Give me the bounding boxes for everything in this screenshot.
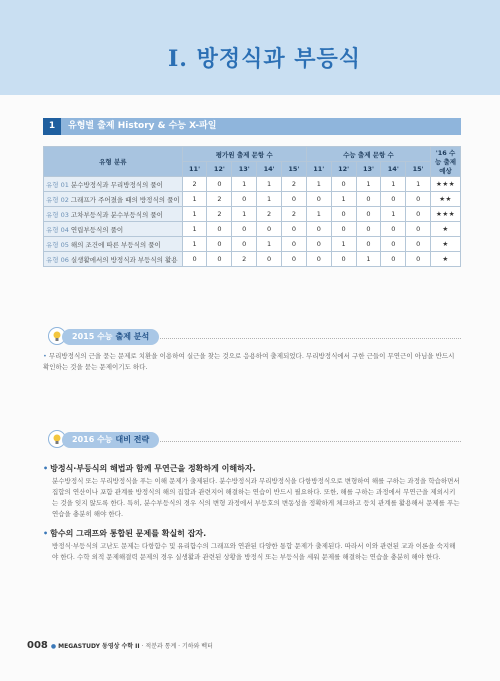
- pyeonggawon-count: 2: [207, 207, 232, 222]
- suneung-count: 0: [306, 237, 331, 252]
- history-table: [43, 146, 461, 267]
- year-header: 11': [182, 162, 207, 177]
- type-code: 유형 03: [46, 210, 69, 219]
- table-row: [44, 177, 461, 192]
- suneung-count: 0: [381, 222, 406, 237]
- year-header: 15': [406, 162, 431, 177]
- strategy-heading-2: [43, 528, 206, 539]
- pyeonggawon-count: 0: [232, 222, 257, 237]
- year-header: 14': [257, 162, 282, 177]
- suneung-count: 0: [356, 192, 381, 207]
- pyeonggawon-count: 2: [182, 177, 207, 192]
- footer-bullet-icon: ●: [50, 643, 57, 650]
- footer: [27, 640, 213, 651]
- footer-subtitle: · 적분과 통계 · 기하와 벡터: [141, 643, 213, 650]
- strategy-divider: [160, 441, 461, 442]
- footer-brand: MEGASTUDY 동영상 수학 II: [58, 643, 140, 650]
- year-header: 14': [381, 162, 406, 177]
- suneung-count: 1: [381, 177, 406, 192]
- row-label: [44, 192, 183, 207]
- col-header-prediction: '16 수능 출제예상: [431, 147, 461, 177]
- strategy-label: 대비 전략: [115, 435, 150, 444]
- pyeonggawon-count: 1: [232, 207, 257, 222]
- table-row: [44, 222, 461, 237]
- suneung-count: 1: [406, 177, 431, 192]
- pyeonggawon-count: 2: [232, 252, 257, 267]
- suneung-count: 0: [406, 192, 431, 207]
- table-row: [44, 237, 461, 252]
- pyeonggawon-count: 0: [232, 192, 257, 207]
- strategy-year: 2016 수능: [72, 435, 113, 444]
- suneung-count: 0: [406, 237, 431, 252]
- analysis-pill: [62, 329, 159, 345]
- suneung-count: 0: [331, 177, 356, 192]
- pyeonggawon-count: 0: [207, 252, 232, 267]
- pyeonggawon-count: 0: [282, 237, 307, 252]
- suneung-count: 0: [306, 222, 331, 237]
- strategy-heading-2-text: 함수의 그래프와 통합된 문제를 확실히 잡자.: [50, 529, 207, 538]
- type-name: 해의 조건에 따른 부등식의 풀이: [70, 240, 161, 249]
- type-code: 유형 02: [46, 195, 69, 204]
- suneung-count: 0: [306, 252, 331, 267]
- table-row: [44, 207, 461, 222]
- col-header-type: 유형 분류: [44, 147, 183, 177]
- prediction-stars: ★★: [431, 192, 461, 207]
- suneung-count: 1: [356, 177, 381, 192]
- suneung-count: 0: [381, 252, 406, 267]
- pyeonggawon-count: 0: [207, 222, 232, 237]
- bullet-icon: •: [43, 529, 49, 538]
- pyeonggawon-count: 0: [232, 237, 257, 252]
- analysis-divider: [160, 338, 461, 339]
- pyeonggawon-count: 1: [257, 177, 282, 192]
- year-header: 12': [331, 162, 356, 177]
- suneung-count: 1: [356, 252, 381, 267]
- strategy-text-1: 분수방정식 또는 무리방정식을 푸는 이해 문제가 출제된다. 분수방정식과 무리방정식을 다항방정식으로 변형하여 해를 구하는 과정을 학습하면서 집합의 연산이나 포함 관계를 방정식의 해의 집합과 관련지어 해결하는 연습이 반드시 필요하다. 또한, 해를 구하는 과정에서 무연근을 제외시키는 것을 잊지 않도록 한다. 특히, 분수부등식의 경우 식의 변형 과정에서 부등호의 변동성을 정확하게 체크하고 등치 관계를 활용해서 문제를 푸는 연습을 충분히 해야 한다.: [52, 477, 460, 518]
- suneung-count: 0: [306, 192, 331, 207]
- type-code: 유형 04: [46, 225, 69, 234]
- pyeonggawon-count: 0: [182, 252, 207, 267]
- pyeonggawon-count: 2: [207, 192, 232, 207]
- type-name: 연립부등식의 풀이: [70, 225, 124, 234]
- analysis-body: 무리방정식의 근을 묻는 문제로 치환을 이용하여 실근을 찾는 것으로 응용하여 출제되었다. 무리방정식에서 구한 근들이 무연근이 아님을 반드시 확인하는 것을 묻는 문제이기도 하다.: [43, 352, 455, 371]
- year-header: 13': [232, 162, 257, 177]
- prediction-stars: ★: [431, 222, 461, 237]
- prediction-stars: ★★★: [431, 177, 461, 192]
- strategy-text-2: 방정식·부등식의 고난도 문제는 다항함수 및 유리함수의 그래프와 연관된 다양한 통합 문제가 출제된다. 따라서 이와 관련된 교과 이론을 숙지해야 한다. 수학 외적 문제해결력 문제의 경우 실생활과 관련된 상황을 방정식 또는 부등식을 세워 문제를 해결하는 연습을 충분히 해야 한다.: [52, 542, 456, 561]
- row-label: [44, 177, 183, 192]
- pyeonggawon-count: 0: [282, 252, 307, 267]
- pyeonggawon-count: 0: [207, 177, 232, 192]
- prediction-stars: ★: [431, 237, 461, 252]
- suneung-count: 1: [331, 237, 356, 252]
- strategy-heading-1: [43, 463, 256, 474]
- col-group-pyeonggawon: 평가원 출제 문항 수: [182, 147, 306, 162]
- suneung-count: 0: [381, 237, 406, 252]
- type-code: 유형 06: [46, 255, 69, 264]
- pyeonggawon-count: 2: [282, 177, 307, 192]
- type-name: 그래프가 주어졌을 때의 방정식의 풀이: [70, 195, 180, 204]
- pyeonggawon-count: 1: [182, 207, 207, 222]
- type-name: 실생활에서의 방정식과 부등식의 활용: [70, 255, 178, 264]
- year-header: 12': [207, 162, 232, 177]
- year-header: 11': [306, 162, 331, 177]
- suneung-count: 0: [356, 237, 381, 252]
- row-label: [44, 237, 183, 252]
- suneung-count: 0: [331, 207, 356, 222]
- suneung-count: 1: [331, 192, 356, 207]
- pyeonggawon-count: 0: [207, 237, 232, 252]
- pyeonggawon-count: 1: [182, 192, 207, 207]
- pyeonggawon-count: 2: [282, 207, 307, 222]
- suneung-count: 0: [331, 222, 356, 237]
- page-number: 008: [27, 640, 48, 651]
- pyeonggawon-count: 1: [257, 192, 282, 207]
- suneung-count: 0: [331, 252, 356, 267]
- suneung-count: 0: [356, 222, 381, 237]
- suneung-count: 0: [356, 207, 381, 222]
- type-code: 유형 05: [46, 240, 69, 249]
- type-code: 유형 01: [46, 180, 69, 189]
- bullet-icon: •: [43, 464, 49, 473]
- col-group-suneung: 수능 출제 문항 수: [306, 147, 430, 162]
- pyeonggawon-count: 1: [232, 177, 257, 192]
- table-row: [44, 252, 461, 267]
- pyeonggawon-count: 2: [257, 207, 282, 222]
- suneung-count: 1: [381, 207, 406, 222]
- section-title: 유형별 출제 History & 수능 X-파일: [68, 121, 217, 131]
- analysis-year: 2015 수능: [72, 332, 113, 341]
- suneung-count: 0: [381, 192, 406, 207]
- row-label: [44, 222, 183, 237]
- prediction-stars: ★★★: [431, 207, 461, 222]
- suneung-count: 1: [306, 207, 331, 222]
- row-label: [44, 252, 183, 267]
- pyeonggawon-count: 1: [182, 222, 207, 237]
- strategy-pill: [62, 432, 159, 448]
- pyeonggawon-count: 1: [257, 237, 282, 252]
- pyeonggawon-count: 0: [282, 192, 307, 207]
- table-row: [44, 192, 461, 207]
- section-header: [43, 118, 461, 135]
- suneung-count: 0: [406, 252, 431, 267]
- analysis-label: 출제 분석: [115, 332, 150, 341]
- pyeonggawon-count: 0: [257, 222, 282, 237]
- pyeonggawon-count: 1: [182, 237, 207, 252]
- year-header: 13': [356, 162, 381, 177]
- suneung-count: 0: [406, 207, 431, 222]
- bullet-icon: •: [43, 352, 47, 360]
- row-label: [44, 207, 183, 222]
- section-number: 1: [43, 118, 61, 135]
- year-header: 15': [282, 162, 307, 177]
- suneung-count: 1: [306, 177, 331, 192]
- pyeonggawon-count: 0: [257, 252, 282, 267]
- type-name: 분수방정식과 무리방정식의 풀이: [70, 180, 163, 189]
- strategy-heading-1-text: 방정식·부등식의 해법과 함께 무연근을 정확하게 이해하자.: [50, 464, 256, 473]
- suneung-count: 0: [406, 222, 431, 237]
- analysis-text: [43, 351, 461, 373]
- prediction-stars: ★: [431, 252, 461, 267]
- type-name: 고차부등식과 분수부등식의 풀이: [70, 210, 163, 219]
- page-title: I. 방정식과 부등식: [168, 46, 362, 72]
- pyeonggawon-count: 0: [282, 222, 307, 237]
